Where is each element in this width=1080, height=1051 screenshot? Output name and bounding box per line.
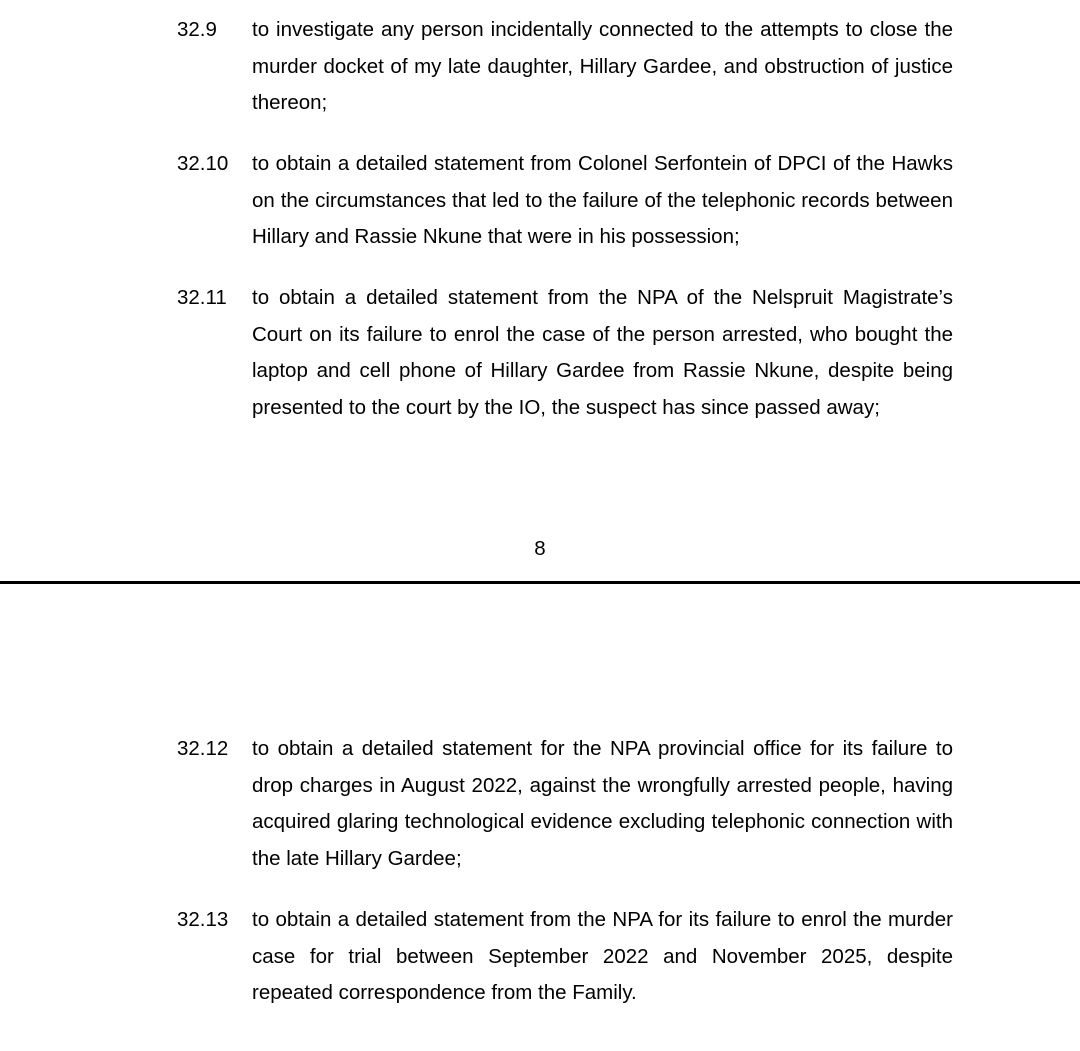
clause-32-13: [177, 902, 953, 1012]
clause-number: 32.13: [177, 908, 229, 931]
clause-number: 32.10: [177, 152, 229, 175]
clause-32-11: [177, 280, 953, 427]
clause-32-12: [177, 731, 953, 878]
clause-32-9: [177, 12, 953, 122]
clause-number: 32.9: [177, 18, 217, 41]
clause-text: to obtain a detailed statement from the NPA of the Nelspruit Magistrate’s Court on its failure to enrol the case of the person arrested, who bought the laptop and cell phone of Hillary Gardee from Rassie Nkune, despite being presented to the court by the IO, the suspect has since passed away;: [252, 286, 953, 420]
clause-number: 32.11: [177, 286, 227, 309]
clause-number: 32.12: [177, 737, 229, 760]
clause-text: to obtain a detailed statement from the NPA for its failure to enrol the murder case for trial between September 2022 and November 2025, despite repeated correspondence from the Family.: [252, 908, 953, 1005]
clause-text: to investigate any person incidentally connected to the attempts to close the murder docket of my late daughter, Hillary Gardee, and obstruction of justice thereon;: [252, 18, 953, 115]
clause-32-10: [177, 146, 953, 256]
document-page-bottom: [0, 584, 1080, 1051]
clause-text: to obtain a detailed statement from Colonel Serfontein of DPCI of the Hawks on the circumstances that led to the failure of the telephonic records between Hillary and Rassie Nkune that were in his possession;: [252, 152, 953, 249]
page-number: 8: [534, 537, 546, 560]
clause-text: to obtain a detailed statement for the NPA provincial office for its failure to drop charges in August 2022, against the wrongfully arrested people, having acquired glaring technological evidence excluding telephonic connection with the late Hillary Gardee;: [252, 737, 953, 871]
